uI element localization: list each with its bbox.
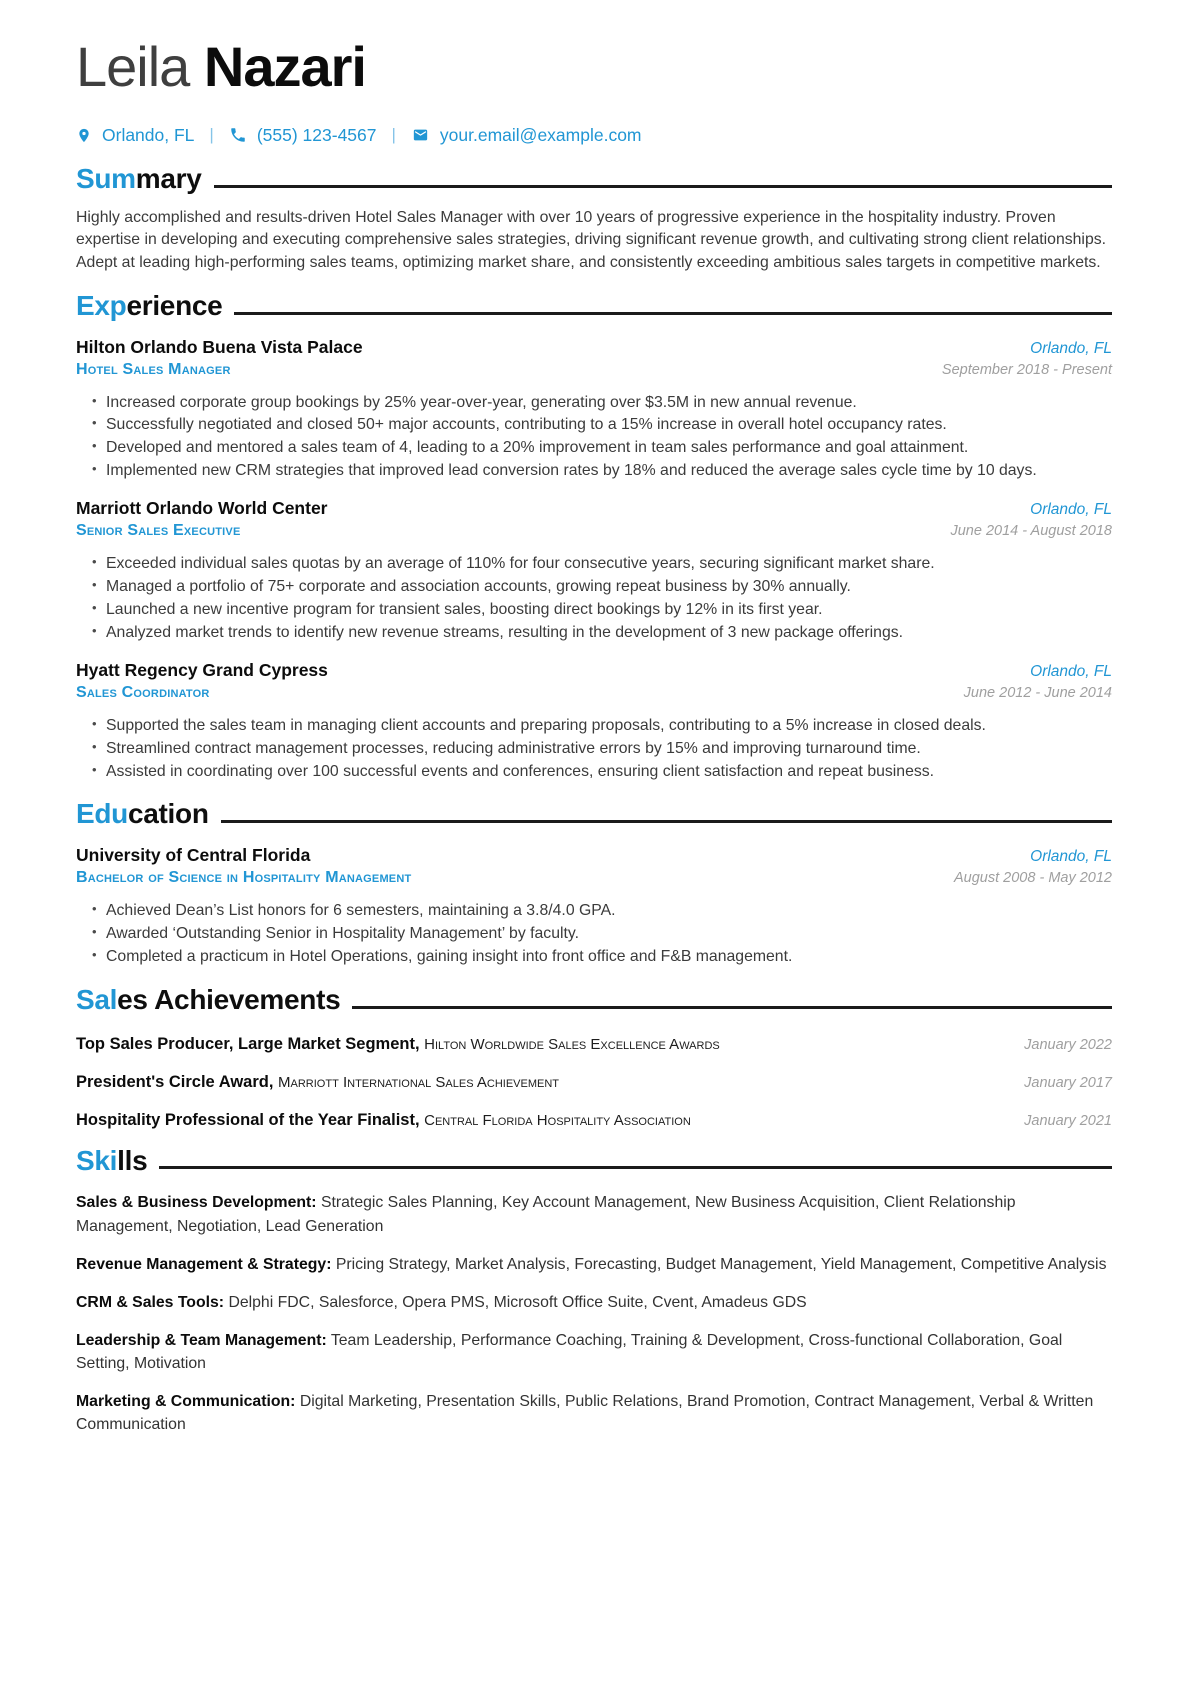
education-heading xyxy=(76,799,1112,830)
job-location: Orlando, FL xyxy=(1030,662,1112,680)
email-text: your.email@example.com xyxy=(439,124,642,145)
skill-label: CRM & Sales Tools: xyxy=(76,1293,225,1311)
contact-separator: | xyxy=(391,125,396,145)
heading-rest: es Achievements xyxy=(117,983,341,1015)
job-bullets xyxy=(76,553,1112,645)
contact-bar xyxy=(76,125,1112,146)
section-achievements xyxy=(76,985,1112,1130)
skill-label: Leadership & Team Management: xyxy=(76,1331,327,1349)
heading-rest: cation xyxy=(127,798,209,830)
contact-phone xyxy=(229,125,377,146)
contact-location xyxy=(76,125,194,146)
heading-accent: Sal xyxy=(76,983,118,1015)
summary-heading xyxy=(76,164,1112,195)
achievement-date: January 2021 xyxy=(1024,1112,1112,1129)
summary-text: Highly accomplished and results-driven Hotel Sales Manager with over 10 years of progressive experience in the hospitality industry. Proven expertise in developing and executing comprehensive sales strategies, driving significant revenue growth, and cultivating strong client relationships. Adept at leading high-performing sales teams, optimizing market share, and consistently exceeding ambitious sales targets in competitive markets. xyxy=(76,208,1107,272)
job-entry xyxy=(76,498,1112,645)
job-title: Sales Coordinator xyxy=(76,683,210,701)
job-bullets xyxy=(76,715,1112,784)
education-bullet: • Completed a practicum in Hotel Operations, gaining insight into front office and F&B management. xyxy=(106,946,1112,969)
job-dates: June 2014 - August 2018 xyxy=(950,523,1112,540)
job-bullet: • Launched a new incentive program for transient sales, boosting direct bookings by 12% in its first year. xyxy=(106,599,1112,622)
candidate-name xyxy=(76,35,1112,98)
heading-rule xyxy=(214,185,1112,188)
section-experience xyxy=(76,291,1112,784)
job-location: Orlando, FL xyxy=(1030,501,1112,519)
heading-rule xyxy=(234,312,1112,315)
job-bullet: • Implemented new CRM strategies that improved lead conversion rates by 18% and reduced the average sales cycle time by 10 days. xyxy=(106,460,1112,483)
skill-list: Digital Marketing, Presentation Skills, Public Relations, Brand Promotion, Contract Management, Verbal & Written Communication xyxy=(76,1392,1094,1433)
job-bullet: • Assisted in coordinating over 100 successful events and conferences, ensuring client satisfaction and repeat business. xyxy=(106,761,1112,784)
education-bullet: • Achieved Dean’s List honors for 6 semesters, maintaining a 3.8/4.0 GPA. xyxy=(106,900,1112,923)
school-name: University of Central Florida xyxy=(76,845,311,866)
skill-label: Marketing & Communication: xyxy=(76,1392,296,1410)
school-dates: August 2008 - May 2012 xyxy=(954,870,1112,887)
job-bullet: • Developed and mentored a sales team of 4, leading to a 20% improvement in team sales performance and goal attainment. xyxy=(106,437,1112,460)
achievement-item xyxy=(76,1073,1112,1092)
skill-list: Strategic Sales Planning, Key Account Management, New Business Acquisition, Client Relationship Management, Negotiation, Lead Generation xyxy=(76,1194,1016,1235)
skill-list: Team Leadership, Performance Coaching, Training & Development, Cross-functional Collaboration, Goal Setting, Motivation xyxy=(76,1331,1063,1372)
job-bullet: • Exceeded individual sales quotas by an average of 110% for four consecutive years, securing significant market share. xyxy=(106,553,1112,576)
skill-group xyxy=(76,1390,1112,1436)
skill-list: Delphi FDC, Salesforce, Opera PMS, Microsoft Office Suite, Cvent, Amadeus GDS xyxy=(228,1293,807,1311)
job-entry xyxy=(76,660,1112,784)
achievement-name: Top Sales Producer, Large Market Segment xyxy=(76,1034,415,1053)
phone-text: (555) 123-4567 xyxy=(256,124,377,145)
job-title: Senior Sales Executive xyxy=(76,522,241,540)
contact-separator: | xyxy=(209,125,214,145)
last-name: Nazari xyxy=(203,35,366,98)
achievement-date: January 2017 xyxy=(1024,1074,1112,1091)
heading-rule xyxy=(159,1166,1112,1169)
company-name: Hyatt Regency Grand Cypress xyxy=(76,659,328,680)
skill-label: Sales & Business Development: xyxy=(76,1194,317,1212)
resume-header xyxy=(76,35,1112,146)
achievement-issuer: Hilton Worldwide Sales Excellence Awards xyxy=(424,1035,720,1053)
envelope-icon xyxy=(411,127,430,143)
company-name: Hilton Orlando Buena Vista Palace xyxy=(76,336,363,357)
skill-group xyxy=(76,1191,1112,1237)
achievement-separator: , xyxy=(268,1072,279,1091)
heading-rest: mary xyxy=(135,162,202,194)
heading-rule xyxy=(352,1006,1112,1009)
job-bullet: • Supported the sales team in managing client accounts and preparing proposals, contributing to a 5% increase in closed deals. xyxy=(106,715,1112,738)
achievement-name: President's Circle Award xyxy=(76,1072,269,1091)
heading-rest: erience xyxy=(126,289,223,321)
job-bullets xyxy=(76,392,1112,484)
experience-heading xyxy=(76,291,1112,322)
skill-group xyxy=(76,1329,1112,1375)
phone-icon xyxy=(229,126,247,144)
job-dates: September 2018 - Present xyxy=(941,361,1112,378)
company-name: Marriott Orlando World Center xyxy=(76,498,328,519)
skill-group xyxy=(76,1291,1112,1314)
section-skills xyxy=(76,1146,1112,1436)
skills-heading xyxy=(76,1146,1112,1177)
heading-accent: Edu xyxy=(76,798,128,830)
location-text: Orlando, FL xyxy=(102,124,195,145)
contact-email xyxy=(411,125,642,146)
section-education xyxy=(76,799,1112,968)
achievement-name: Hospitality Professional of the Year Finalist xyxy=(76,1110,415,1129)
achievement-separator: , xyxy=(414,1110,425,1129)
achievement-item xyxy=(76,1035,1112,1054)
heading-rule xyxy=(221,820,1112,823)
job-bullet: • Increased corporate group bookings by 25% year-over-year, generating over $3.5M in new annual revenue. xyxy=(106,392,1112,415)
achievement-item xyxy=(76,1111,1112,1130)
skill-group xyxy=(76,1253,1112,1276)
job-bullet: • Streamlined contract management processes, reducing administrative errors by 15% and improving turnaround time. xyxy=(106,738,1112,761)
job-title: Hotel Sales Manager xyxy=(76,360,231,378)
education-bullet: • Awarded ‘Outstanding Senior in Hospitality Management’ by faculty. xyxy=(106,923,1112,946)
education-entry xyxy=(76,845,1112,969)
achievement-issuer: Marriott International Sales Achievement xyxy=(278,1073,560,1091)
skill-label: Revenue Management & Strategy: xyxy=(76,1255,332,1273)
skill-list: Pricing Strategy, Market Analysis, Forecasting, Budget Management, Yield Management, Competitive Analysis xyxy=(335,1255,1107,1273)
education-bullets xyxy=(76,900,1112,969)
job-dates: June 2012 - June 2014 xyxy=(963,684,1112,701)
achievement-separator: , xyxy=(414,1034,425,1053)
heading-accent: Exp xyxy=(76,289,127,321)
school-location: Orlando, FL xyxy=(1030,848,1112,866)
job-entry xyxy=(76,337,1112,484)
job-location: Orlando, FL xyxy=(1030,339,1112,357)
achievement-date: January 2022 xyxy=(1024,1036,1112,1053)
first-name: Leila xyxy=(76,35,190,98)
heading-accent: Sum xyxy=(76,162,136,194)
heading-rest: lls xyxy=(117,1144,148,1176)
achievement-issuer: Central Florida Hospitality Association xyxy=(424,1111,691,1129)
achievements-heading xyxy=(76,985,1112,1016)
job-bullet: • Managed a portfolio of 75+ corporate and association accounts, growing repeat business by 30% annually. xyxy=(106,576,1112,599)
job-bullet: • Successfully negotiated and closed 50+ major accounts, contributing to a 15% increase in overall hotel occupancy rates. xyxy=(106,414,1112,437)
job-bullet: • Analyzed market trends to identify new revenue streams, resulting in the development of 3 new package offerings. xyxy=(106,622,1112,645)
location-pin-icon xyxy=(76,126,92,145)
section-summary xyxy=(76,164,1112,275)
heading-accent: Ski xyxy=(76,1144,118,1176)
degree: Bachelor of Science in Hospitality Management xyxy=(76,869,412,887)
